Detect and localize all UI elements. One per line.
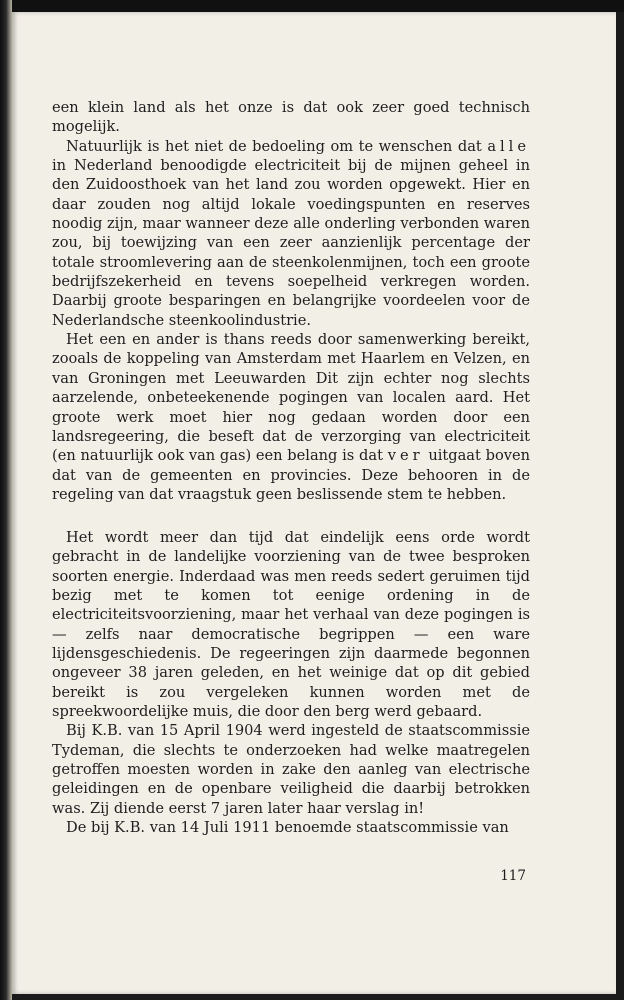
text-block-upper (52, 98, 530, 504)
paragraph-text: uitgaat boven dat van de gemeenten en provincies. Deze behooren in de regeling van dat vraagstuk geen beslissende stem te hebben. (52, 447, 531, 503)
text-block-lower (52, 528, 530, 838)
paragraph-text: Het een en ander is thans reeds door samenwerking bereikt, zooals de koppeling van Amsterdam met Haarlem en Velzen, en van Groningen met Leeuwarden Dit zijn echter nog slechts aarzelende, onbeteekenende pogingen van localen aard. Het groote werk moet hier nog gedaan worden door een landsregeering, die beseft dat de verzorging van electriciteit (en natuurlijk ook van gas) een belang is dat (52, 331, 530, 465)
emphasized-word: ver (387, 447, 424, 465)
page-number: 117 (500, 868, 526, 884)
paragraph-kb-1911: De bij K.B. van 14 Juli 1911 benoemde staatscommissie van (66, 819, 509, 837)
paragraph-text: Natuurlijk is het niet de bedoeling om te wenschen dat (66, 137, 482, 155)
paragraph-orde: Het wordt meer dan tijd dat eindelijk eens orde wordt gebracht in de landelijke voorziening van de twee besproken soorten energie. Inderdaad was men reeds sedert geruimen tijd bezig met te komen tot eenige ordening in de electriciteitsvoorziening, maar het verhaal van deze pogingen is — zelfs naar democratische begrippen — een ware lijdensgeschiedenis. De regeeringen zijn daarmede begonnen ongeveer 38 jaren geleden, en het weinige dat op dit gebied bereikt is zou vergeleken kunnen worden met de spreekwoordelijke muis, die door den berg werd gebaard. (52, 529, 530, 721)
paragraph-kb-1904: Bij K.B. van 15 April 1904 werd ingesteld de staatscommissie Tydeman, die slechts te onderzoeken had welke maatregelen getroffen moesten worden in zake den aanleg van electrische geleidingen en de openbare veiligheid die daarbij betrokken was. Zij diende eerst 7 jaren later haar verslag in! (52, 722, 530, 817)
scan-border-left (0, 0, 12, 1000)
paragraph-samenwerking (52, 330, 530, 504)
paragraph-text: in Nederland benoodigde electriciteit bij de mijnen geheel in den Zuidoosthoek van het land zou worden opgewekt. Hier en daar zouden nog altijd lokale voedingspunten en reserves noodig zijn, maar wanneer deze alle onderling verbonden waren zou, bij toewijzing van een zeer aanzienlijk percentage der totale stroomlevering aan de steenkolenmijnen, toch een groote bedrijfszekerheid en tevens soepelheid verkregen worden. Daarbij groote besparingen en belangrijke voordeelen voor de Nederlandsche steenkoolindustrie. (52, 157, 530, 329)
book-page (12, 12, 616, 994)
scan-border-top (0, 0, 624, 12)
paragraph-continuation: een klein land als het onze is dat ook zeer goed technisch mogelijk. (52, 99, 530, 136)
paragraph-natuurlijk (52, 137, 530, 330)
emphasized-word: alle (487, 137, 530, 155)
